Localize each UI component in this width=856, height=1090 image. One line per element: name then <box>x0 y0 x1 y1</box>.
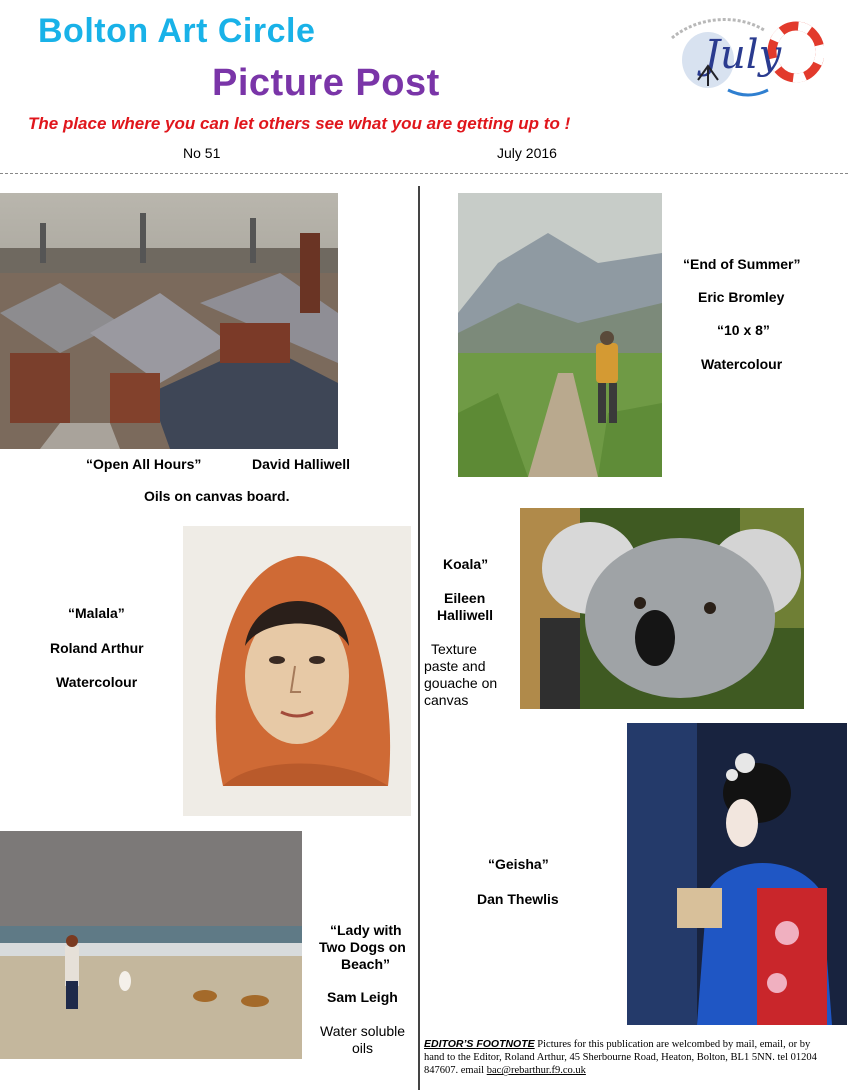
editors-footnote <box>424 1038 824 1077</box>
koala-medium-line4: canvas <box>424 692 469 708</box>
end-of-summer-title: “End of Summer” <box>683 256 801 272</box>
koala-painting <box>520 508 804 709</box>
geisha-title: “Geisha” <box>488 856 549 872</box>
malala-medium: Watercolour <box>56 674 138 690</box>
lady-dogs-painting <box>0 831 302 1059</box>
lady-dogs-title-line2: Two Dogs on <box>319 939 406 955</box>
geisha-painting <box>627 723 847 1025</box>
open-all-hours-artist: David Halliwell <box>252 456 351 472</box>
open-all-hours-title: “Open All Hours” <box>86 456 202 472</box>
july-logo-text: July <box>704 32 782 78</box>
publication-title: Picture Post <box>212 62 440 104</box>
header-divider <box>0 173 848 174</box>
end-of-summer-size: “10 x 8” <box>717 322 770 338</box>
koala-artist-line2: Halliwell <box>437 607 494 623</box>
footnote-text: Pictures for this publication are welcombed by mail, email, or by hand to the Editor, Roland Arthur, 45 Sherbourne Road, Heaton, Bolton, BL1 5NN. tel 01204 847607. email <box>424 1039 817 1077</box>
lady-dogs-title-line1: “Lady with <box>330 922 402 938</box>
lady-dogs-artist: Sam Leigh <box>327 989 398 1005</box>
end-of-summer-medium: Watercolour <box>701 356 783 372</box>
koala-medium-line1: Texture <box>431 641 477 657</box>
tagline: The place where you can let others see what you are getting up to ! <box>28 114 571 133</box>
open-all-hours-medium: Oils on canvas board. <box>144 488 290 504</box>
malala-artist: Roland Arthur <box>50 640 144 656</box>
end-of-summer-artist: Eric Bromley <box>698 289 785 305</box>
issue-number: No 51 <box>183 145 221 161</box>
org-title: Bolton Art Circle <box>38 12 316 50</box>
geisha-artist: Dan Thewlis <box>477 891 559 907</box>
open-all-hours-painting <box>0 193 338 449</box>
footnote-email-link[interactable]: bac@rebarthur.f9.co.uk <box>486 1065 586 1077</box>
malala-painting <box>183 526 411 816</box>
lady-dogs-medium-line1: Water soluble <box>320 1023 406 1039</box>
column-divider <box>418 186 420 1090</box>
koala-artist-line1: Eileen <box>444 590 486 606</box>
lady-dogs-title-line3: Beach” <box>341 956 391 972</box>
july-logo <box>668 10 824 100</box>
lady-dogs-medium-line2: oils <box>352 1040 374 1056</box>
koala-title: Koala” <box>443 556 489 572</box>
end-of-summer-painting <box>458 193 662 477</box>
footnote-label: EDITOR’S FOOTNOTE <box>424 1038 535 1050</box>
issue-date: July 2016 <box>497 145 557 161</box>
malala-title: “Malala” <box>68 605 125 621</box>
koala-medium-line2: paste and <box>424 658 486 674</box>
koala-medium-line3: gouache on <box>424 675 498 691</box>
